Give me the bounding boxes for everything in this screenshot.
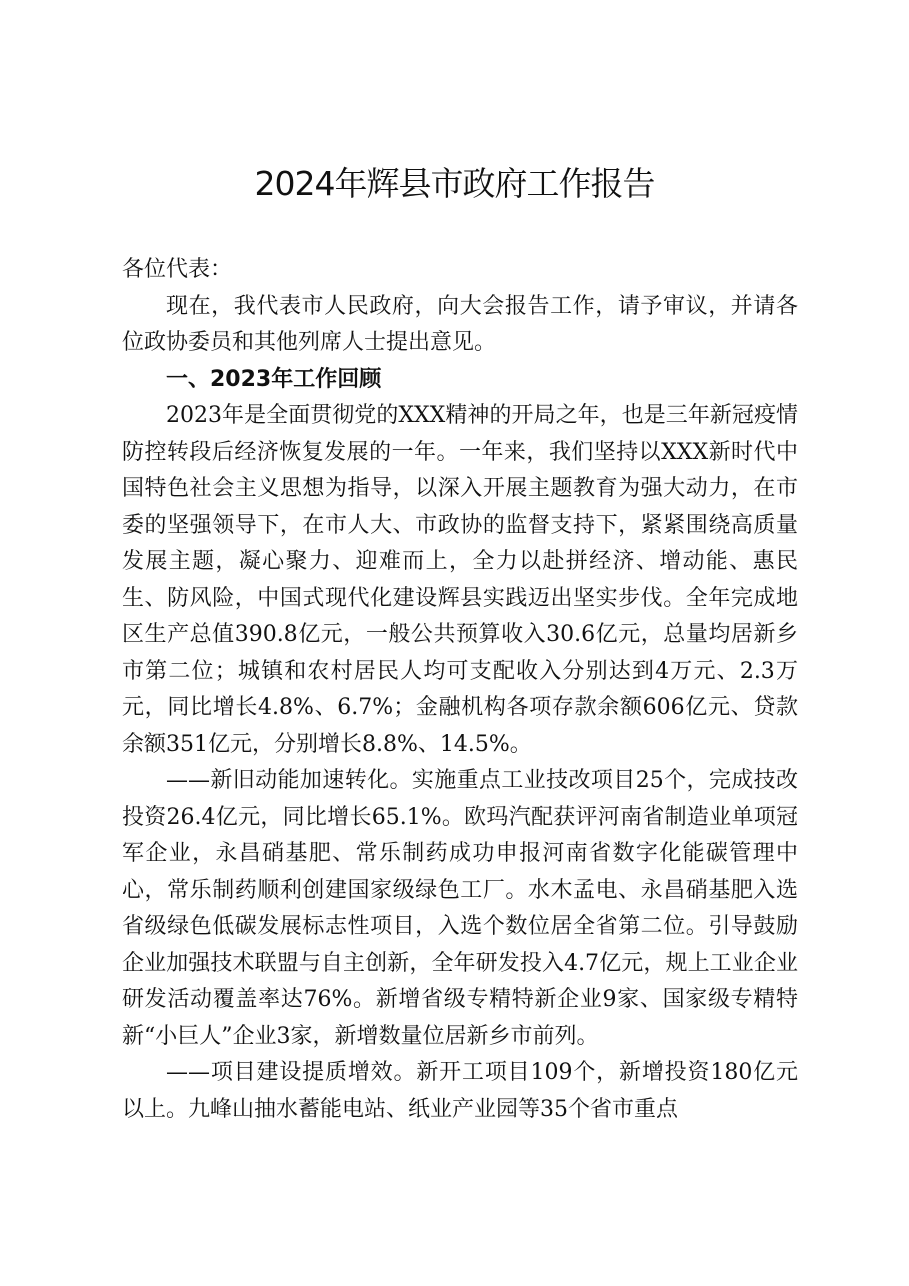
- intro-paragraph: 现在，我代表市人民政府，向大会报告工作，请予审议，并请各位政协委员和其他列席人士提出意见。: [122, 293, 798, 355]
- salutation: 各位代表：: [122, 257, 233, 282]
- document-body: [122, 252, 798, 1128]
- section-heading: 一、2023年工作回顾: [166, 366, 382, 392]
- momentum-paragraph: ——新旧动能加速转化。实施重点工业技改项目25个，完成技改投资26.4亿元，同比增长65.1%。欧玛汽配获评河南省制造业单项冠军企业，永昌硝基肥、常乐制药成功申报河南省数字化能碳管理中心，常乐制药顺利创建国家级绿色工厂。水木孟电、永昌硝基肥入选省级绿色低碳发展标志性项目，入选个数位居全省第二位。引导鼓励企业加强技术联盟与自主创新，全年研发投入4.7亿元，规上工业企业研发活动覆盖率达76%。新增省级专精特新企业9家、国家级专精特新“小巨人”企业3家，新增数量位居新乡市前列。: [122, 768, 798, 1049]
- review-paragraph: 2023年是全面贯彻党的XXX精神的开局之年，也是三年新冠疫情防控转段后经济恢复发展的一年。一年来，我们坚持以XXX新时代中国特色社会主义思想为指导，以深入开展主题教育为强大动力，在市委的坚强领导下，在市人大、市政协的监督支持下，紧紧围绕高质量发展主题，凝心聚力、迎难而上，全力以赴拼经济、增动能、惠民生、防风险，中国式现代化建设辉县实践迈出坚实步伐。全年完成地区生产总值390.8亿元，一般公共预算收入30.6亿元，总量均居新乡市第二位；城镇和农村居民人均可支配收入分别达到4万元、2.3万元，同比增长4.8%、6.7%；金融机构各项存款余额606亿元、贷款余额351亿元，分别增长8.8%、14.5%。: [122, 403, 798, 757]
- projects-paragraph: ——项目建设提质增效。新开工项目109个，新增投资180亿元以上。九峰山抽水蓄能电站、纸业产业园等35个省市重点: [122, 1060, 798, 1122]
- document-title: 2024年辉县市政府工作报告: [254, 164, 655, 203]
